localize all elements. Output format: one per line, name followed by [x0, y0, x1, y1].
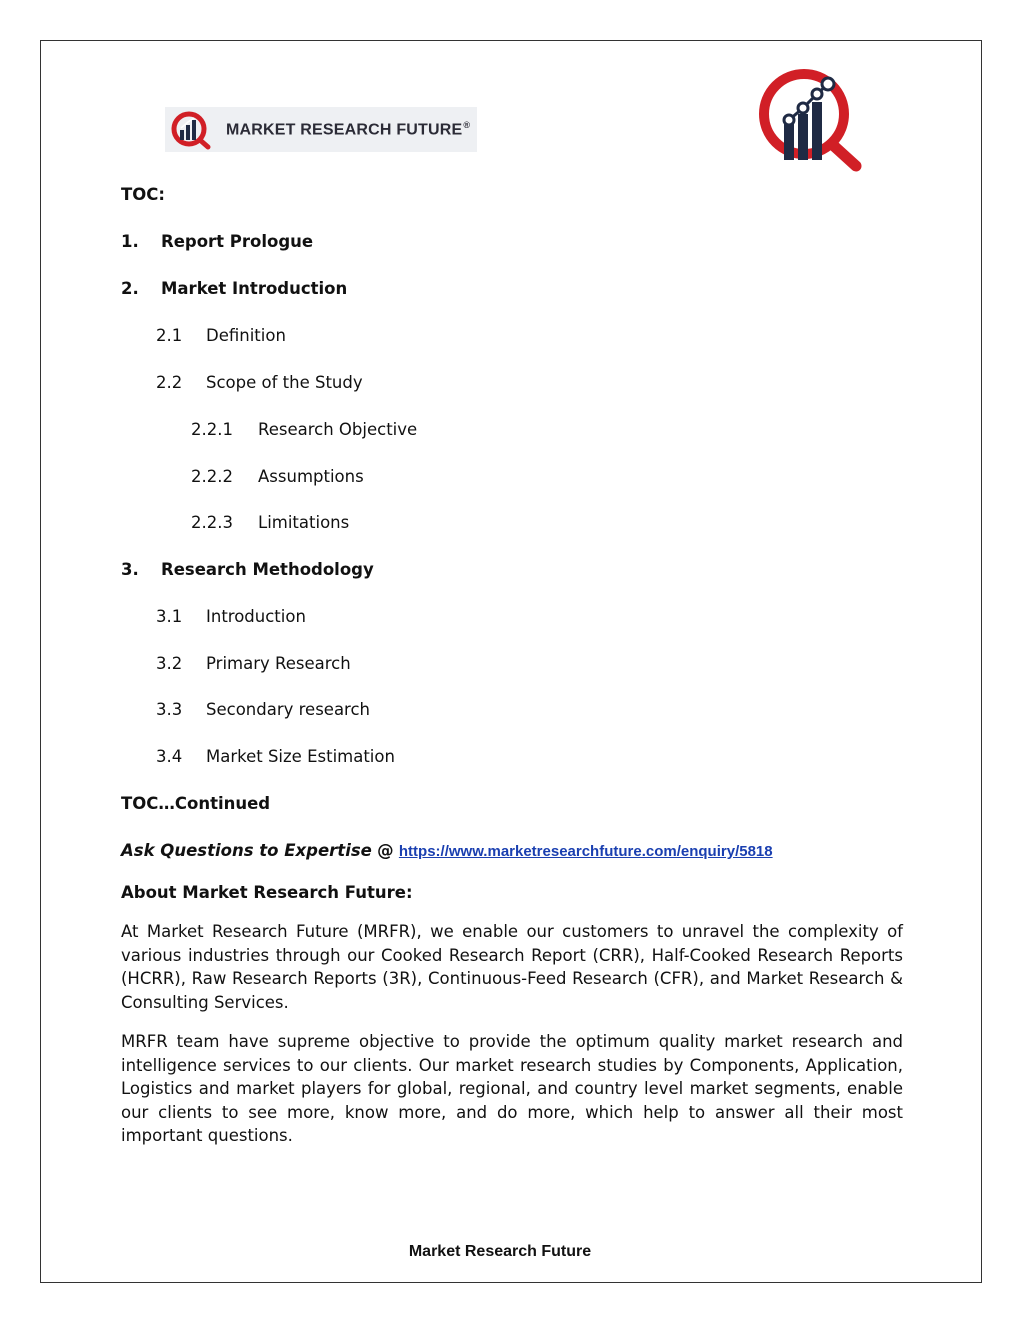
- toc-item-label: Research Methodology: [161, 560, 374, 579]
- toc-item: [191, 513, 349, 532]
- toc-item-number: 3.2: [156, 654, 183, 673]
- toc-item: [156, 747, 395, 766]
- toc-item: [121, 560, 374, 579]
- toc-item-label: Limitations: [258, 513, 350, 532]
- toc-item-number: 2.1: [156, 326, 183, 345]
- toc-item: [156, 700, 370, 719]
- toc-item-number: 2.2: [156, 373, 183, 392]
- enquiry-prompt: Ask Questions to Expertise: [121, 841, 372, 860]
- toc-item: [121, 232, 313, 251]
- toc-continued: TOC…Continued: [121, 794, 271, 813]
- toc-item-label: Research Objective: [258, 420, 418, 439]
- toc-item: [191, 467, 364, 486]
- toc-item-number: 2.: [121, 279, 139, 298]
- about-heading: About Market Research Future:: [121, 883, 413, 902]
- toc-item-label: Assumptions: [258, 467, 364, 486]
- toc-item-number: 2.2.1: [191, 420, 233, 439]
- toc-item-label: Primary Research: [206, 654, 351, 673]
- toc-item-number: 2.2.2: [191, 467, 233, 486]
- toc-item-label: Scope of the Study: [206, 373, 363, 392]
- toc-item-number: 1.: [121, 232, 139, 251]
- enquiry-at: @: [377, 841, 394, 860]
- toc-item: [156, 373, 363, 392]
- enquiry-link[interactable]: https://www.marketresearchfuture.com/enquiry/5818: [398, 843, 773, 860]
- toc-title: TOC:: [121, 185, 165, 204]
- about-paragraph-2: MRFR team have supreme objective to provide the optimum quality market research and intelligence services to our clients. Our market research studies by Components, Application, Logistics and market players for global, regional, and country level market segments, enable our clients to see more, know more, and do more, which help to answer all their most important questions.: [121, 1032, 903, 1145]
- brand-logo-banner: [165, 107, 477, 152]
- about-paragraph-1: At Market Research Future (MRFR), we enable our customers to unravel the complexity of various industries through our Cooked Research Report (CRR), Half-Cooked Research Reports (HCRR), Raw Research Reports (3R), Continuous-Feed Research (CFR), and Market Research & Consulting Services.: [121, 922, 903, 1012]
- toc-item-number: 3.: [121, 560, 139, 579]
- toc-item: [121, 279, 347, 298]
- toc-item-label: Introduction: [206, 607, 306, 626]
- toc-item-label: Market Size Estimation: [206, 747, 395, 766]
- toc-item-label: Definition: [206, 326, 286, 345]
- toc-item-label: Report Prologue: [161, 232, 314, 251]
- toc-item-number: 3.4: [156, 747, 183, 766]
- enquiry-line: [121, 841, 773, 860]
- toc-item-label: Market Introduction: [161, 279, 348, 298]
- toc-item: [191, 420, 417, 439]
- brand-mark-icon: [756, 66, 868, 178]
- footer-text: Market Research Future: [408, 1243, 592, 1260]
- toc-item: [156, 607, 306, 626]
- toc-item-number: 3.3: [156, 700, 183, 719]
- brand-logo-text: MARKET RESEARCH FUTURE®: [226, 119, 471, 139]
- toc-item-number: 2.2.3: [191, 513, 233, 532]
- toc-item-label: Secondary research: [206, 700, 371, 719]
- toc-item: [156, 326, 286, 345]
- toc-item: [156, 654, 351, 673]
- brand-logo-icon: [170, 110, 220, 150]
- toc-item-number: 3.1: [156, 607, 183, 626]
